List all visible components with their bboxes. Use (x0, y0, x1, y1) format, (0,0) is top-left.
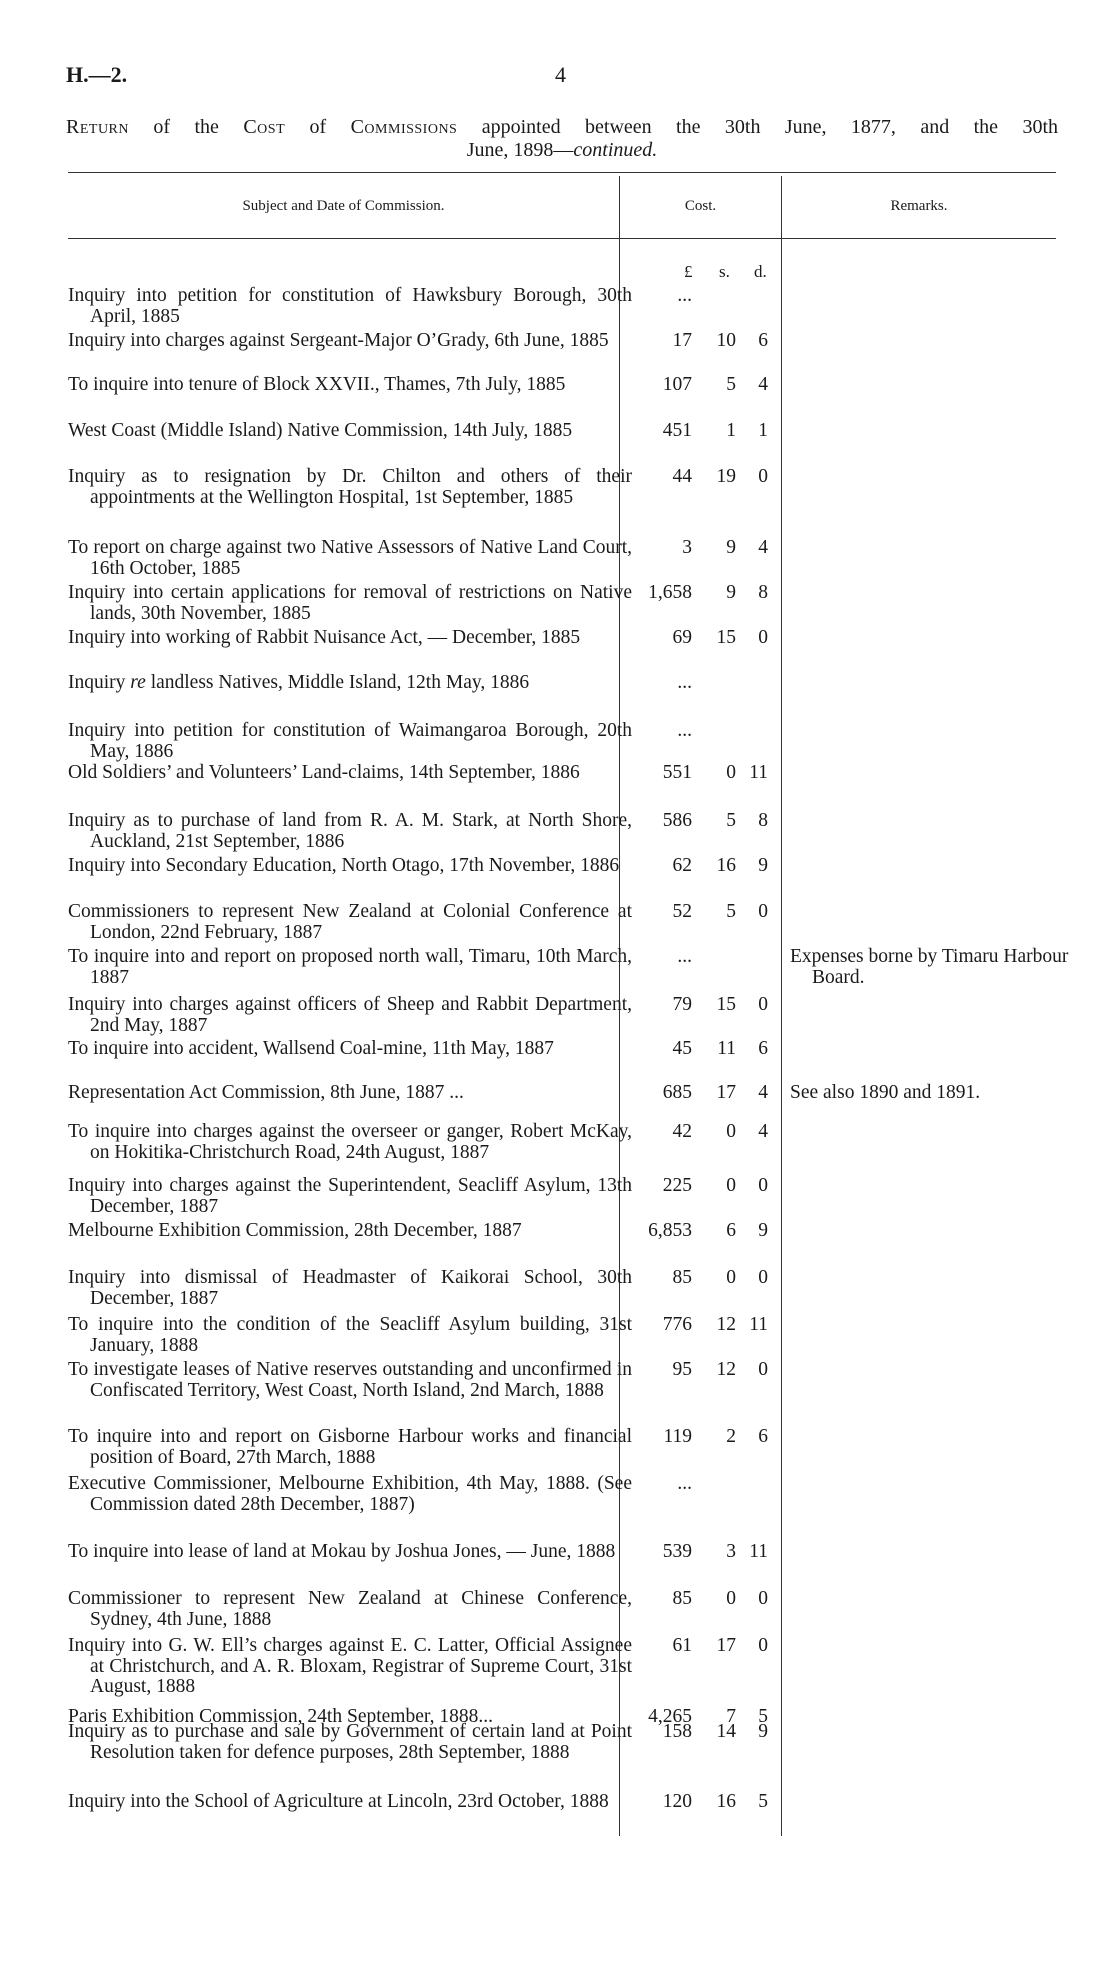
commission-subject: Inquiry into certain applications for removal of restrictions on Native lands, 30th November, 1885 (68, 582, 632, 624)
cost-pence: 0 (758, 1635, 768, 1656)
subject-italic: re (130, 672, 146, 693)
commission-subject: To report on charge against two Native Assessors of Native Land Court, 16th October, 1885 (68, 537, 632, 579)
cost-pence: 8 (758, 810, 768, 831)
commission-subject: To inquire into accident, Wallsend Coal-mine, 11th May, 1887 (68, 1038, 554, 1059)
remarks-text: Expenses borne by Timaru Harbour Board. (790, 946, 1069, 988)
commission-subject: Old Soldiers’ and Volunteers’ Land-claims, 14th September, 1886 (68, 762, 580, 783)
cost-pounds: 79 (672, 994, 692, 1015)
cost-pence: 9 (758, 855, 768, 876)
commission-subject: Inquiry as to purchase and sale by Government of certain land at Point Resolution taken for defence purposes, 28th September, 1888 (68, 1721, 632, 1763)
cost-shillings: 16 (716, 855, 736, 876)
commission-subject: Commissioners to represent New Zealand at Colonial Conference at London, 22nd February, 1887 (68, 901, 632, 943)
title-word-commissions: Commissions (350, 116, 458, 138)
cost-pounds: 776 (662, 1314, 692, 1335)
cost-pence: 11 (749, 1314, 768, 1335)
cost-pence: 0 (758, 1359, 768, 1380)
remarks-column-header: Remarks. (890, 198, 948, 214)
cost-shillings: 5 (726, 810, 736, 831)
cost-pounds: 95 (672, 1359, 692, 1380)
cost-pounds: 1,658 (648, 582, 692, 603)
commission-subject: Inquiry into charges against Sergeant-Major O’Grady, 6th June, 1885 (68, 330, 609, 351)
commission-subject: Inquiry as to resignation by Dr. Chilton and others of their appointments at the Wellington Hospital, 1st September, 1885 (68, 466, 632, 508)
cost-pence: 0 (758, 1588, 768, 1609)
cost-pounds: ... (677, 285, 692, 306)
cost-shillings: 0 (726, 762, 736, 783)
cost-shillings: 12 (716, 1359, 736, 1380)
cost-shillings: 0 (726, 1121, 736, 1142)
cost-pounds: 586 (662, 810, 692, 831)
cost-pounds: 158 (662, 1721, 692, 1742)
cost-pounds: 42 (672, 1121, 692, 1142)
commission-subject: To inquire into the condition of the Seacliff Asylum building, 31st January, 1888 (68, 1314, 632, 1356)
cost-pence: 5 (758, 1706, 768, 1727)
cost-shillings: 15 (716, 627, 736, 648)
cost-pounds: 62 (672, 855, 692, 876)
cost-shillings: 0 (726, 1588, 736, 1609)
cost-pounds: 61 (672, 1635, 692, 1656)
commission-subject: Executive Commissioner, Melbourne Exhibition, 4th May, 1888. (See Commission dated 28th December, 1887) (68, 1473, 632, 1515)
cost-pence: 6 (758, 1426, 768, 1447)
cost-shillings: 9 (726, 537, 736, 558)
cost-shillings: 1 (726, 420, 736, 441)
cost-pounds: 451 (662, 420, 692, 441)
cost-shillings: 17 (716, 1082, 736, 1103)
commission-subject: Commissioner to represent New Zealand at Chinese Conference, Sydney, 4th June, 1888 (68, 1588, 632, 1630)
cost-pounds: ... (677, 946, 692, 967)
title-text: appointed between the 30th June, 1877, and the 30th (457, 116, 1058, 138)
cost-pounds: 45 (672, 1038, 692, 1059)
cost-pence: 9 (758, 1721, 768, 1742)
page-number: 4 (555, 62, 566, 87)
cost-pence: 4 (758, 374, 768, 395)
cost-shillings: 11 (717, 1038, 736, 1059)
page-title (66, 116, 1058, 162)
cost-shillings: 0 (726, 1175, 736, 1196)
commission-subject: To inquire into and report on Gisborne Harbour works and financial position of Board, 27th March, 1888 (68, 1426, 632, 1468)
commission-subject: Inquiry into G. W. Ell’s charges against E. C. Latter, Official Assignee at Christchurch, and A. R. Bloxam, Registrar of Supreme Court, 31st August, 1888 (68, 1635, 632, 1697)
cost-shillings: 7 (726, 1706, 736, 1727)
cost-pence: 4 (758, 1121, 768, 1142)
commission-subject: Inquiry into dismissal of Headmaster of Kaikorai School, 30th December, 1887 (68, 1267, 632, 1309)
subject-column-header: Subject and Date of Commission. (242, 198, 445, 214)
cost-pounds: 539 (662, 1541, 692, 1562)
cost-pounds: 3 (682, 537, 692, 558)
cost-shillings: 10 (716, 330, 736, 351)
commission-subject: To inquire into and report on proposed north wall, Timaru, 10th March, 1887 (68, 946, 632, 988)
cost-shillings: 9 (726, 582, 736, 603)
cost-shillings: 19 (716, 466, 736, 487)
cost-pence: 0 (758, 1175, 768, 1196)
cost-pence: 0 (758, 901, 768, 922)
pounds-unit: £ (684, 262, 693, 281)
cost-shillings: 2 (726, 1426, 736, 1447)
cost-pounds: 4,265 (648, 1706, 692, 1727)
commission-subject: To investigate leases of Native reserves outstanding and unconfirmed in Confiscated Territory, West Coast, North Island, 2nd March, 1888 (68, 1359, 632, 1401)
cost-pounds: ... (677, 1473, 692, 1494)
document-id: H.—2. (66, 62, 128, 87)
cost-shillings: 16 (716, 1791, 736, 1812)
commission-subject: To inquire into lease of land at Mokau by Joshua Jones, — June, 1888 (68, 1541, 616, 1562)
cost-pence: 11 (749, 1541, 768, 1562)
cost-pence: 5 (758, 1791, 768, 1812)
title-text: of the (129, 116, 244, 138)
cost-pence: 9 (758, 1220, 768, 1241)
cost-pence: 11 (749, 762, 768, 783)
cost-pounds: 85 (672, 1588, 692, 1609)
pence-unit: d. (754, 262, 767, 281)
cost-pounds: 85 (672, 1267, 692, 1288)
subject-text: landless Natives, Middle Island, 12th May, 1886 (145, 672, 530, 693)
cost-pounds: 69 (672, 627, 692, 648)
cost-shillings: 5 (726, 901, 736, 922)
commission-subject: Melbourne Exhibition Commission, 28th December, 1887 (68, 1220, 522, 1241)
cost-pence: 0 (758, 466, 768, 487)
commission-subject: Inquiry into petition for constitution of Hawksbury Borough, 30th April, 1885 (68, 285, 632, 327)
cost-shillings: 5 (726, 374, 736, 395)
commission-subject: Inquiry into the School of Agriculture at Lincoln, 23rd October, 1888 (68, 1791, 609, 1812)
cost-shillings: 17 (716, 1635, 736, 1656)
cost-pounds: 6,853 (648, 1220, 692, 1241)
cost-pence: 4 (758, 537, 768, 558)
cost-pence: 4 (758, 1082, 768, 1103)
commission-subject: Inquiry into working of Rabbit Nuisance Act, — December, 1885 (68, 627, 581, 648)
cost-pounds: 685 (662, 1082, 692, 1103)
cost-shillings: 0 (726, 1267, 736, 1288)
cost-pounds: 107 (662, 374, 692, 395)
cost-pence: 1 (758, 420, 768, 441)
title-text: June, 1898— (466, 139, 574, 161)
cost-pounds: ... (677, 720, 692, 741)
header-bottom-rule (68, 238, 1056, 239)
cost-shillings: 6 (726, 1220, 736, 1241)
cost-pence: 0 (758, 994, 768, 1015)
cost-pence: 6 (758, 1038, 768, 1059)
cost-shillings: 12 (716, 1314, 736, 1335)
title-text: of (285, 116, 351, 138)
cost-shillings: 15 (716, 994, 736, 1015)
cost-pounds: 52 (672, 901, 692, 922)
commission-subject: Inquiry into Secondary Education, North Otago, 17th November, 1886 (68, 855, 620, 876)
subject-text: Inquiry (68, 672, 131, 693)
commission-subject: Representation Act Commission, 8th June, 1887 ... (68, 1082, 464, 1103)
cost-shillings: 14 (716, 1721, 736, 1742)
cost-pence: 0 (758, 1267, 768, 1288)
cost-pounds: 551 (662, 762, 692, 783)
commission-subject: West Coast (Middle Island) Native Commission, 14th July, 1885 (68, 420, 573, 441)
commission-subject: To inquire into charges against the overseer or ganger, Robert McKay, on Hokitika-Christchurch Road, 24th August, 1887 (68, 1121, 632, 1163)
commission-subject: Inquiry into charges against officers of Sheep and Rabbit Department, 2nd May, 1887 (68, 994, 632, 1036)
column-divider (781, 176, 782, 1836)
commission-subject: Inquiry as to purchase of land from R. A. M. Stark, at North Shore, Auckland, 21st September, 1886 (68, 810, 632, 852)
table-top-rule (68, 172, 1056, 173)
cost-pounds: 225 (662, 1175, 692, 1196)
shillings-unit: s. (719, 262, 730, 281)
commission-subject: To inquire into tenure of Block XXVII., Thames, 7th July, 1885 (68, 374, 566, 395)
cost-pence: 6 (758, 330, 768, 351)
cost-pence: 0 (758, 627, 768, 648)
title-word-cost: Cost (243, 116, 286, 138)
cost-pounds: 17 (672, 330, 692, 351)
cost-pounds: 44 (672, 466, 692, 487)
commission-subject: Inquiry into petition for constitution of Waimangaroa Borough, 20th May, 1886 (68, 720, 632, 762)
cost-pounds: 120 (662, 1791, 692, 1812)
title-continued: continued. (573, 139, 658, 161)
remarks-text: See also 1890 and 1891. (790, 1082, 981, 1103)
commission-subject: Inquiry into charges against the Superintendent, Seacliff Asylum, 13th December, 1887 (68, 1175, 632, 1217)
cost-pounds: ... (677, 672, 692, 693)
cost-shillings: 3 (726, 1541, 736, 1562)
commission-subject: Paris Exhibition Commission, 24th September, 1888... (68, 1706, 493, 1727)
cost-column-header: Cost. (684, 198, 717, 214)
cost-pence: 8 (758, 582, 768, 603)
commission-subject (68, 673, 632, 694)
title-word-return: Return (66, 116, 130, 138)
cost-pounds: 119 (663, 1426, 692, 1447)
